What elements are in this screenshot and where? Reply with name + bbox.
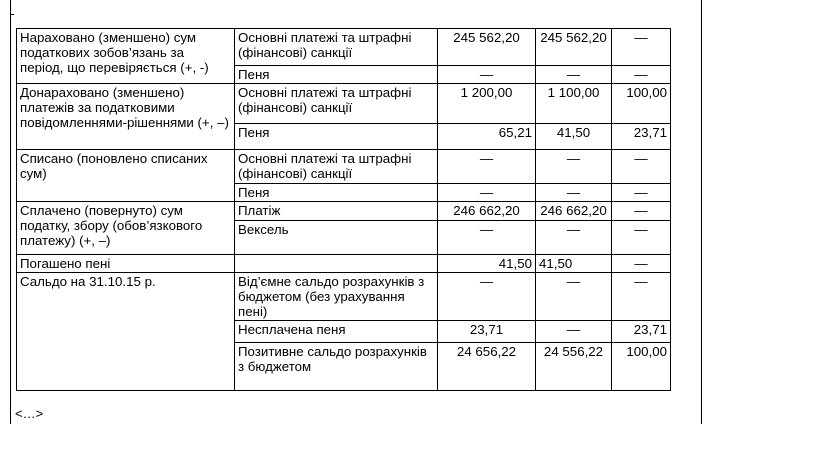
- item-name: Несплачена пеня: [235, 321, 438, 343]
- row-label: Донараховано (зменшено) платежів за податковими повідомленнями-рішеннями (+, –): [17, 84, 235, 150]
- item-name: Основні платежі та штрафні (фінансові) санкції: [235, 84, 438, 124]
- value-col-3: 100,00: [612, 84, 671, 124]
- value-col-1: 1 200,00: [438, 84, 536, 124]
- value-col-3: —: [612, 273, 671, 321]
- value-col-1: 65,21: [438, 124, 536, 150]
- value-col-1: —: [438, 221, 536, 255]
- value-col-3: 100,00: [612, 343, 671, 391]
- value-col-2: —: [536, 150, 612, 184]
- item-name: Платіж: [235, 202, 438, 221]
- table-row: [17, 29, 671, 66]
- value-col-1: 24 656,22: [438, 343, 536, 391]
- page-right-border: [701, 0, 702, 424]
- value-col-3: —: [612, 66, 671, 84]
- value-col-3: 23,71: [612, 321, 671, 343]
- value-col-1: 246 662,20: [438, 202, 536, 221]
- value-col-2: 1 100,00: [536, 84, 612, 124]
- value-col-2: 41,50: [536, 255, 612, 273]
- table-row: [17, 150, 671, 184]
- item-name: Вексель: [235, 221, 438, 255]
- page-top-tick: [10, 14, 14, 15]
- table-row: [17, 273, 671, 321]
- item-name: Основні платежі та штрафні (фінансові) санкції: [235, 150, 438, 184]
- value-col-3: —: [612, 202, 671, 221]
- item-name: Пеня: [235, 184, 438, 202]
- item-name: [235, 255, 438, 273]
- value-col-3: —: [612, 29, 671, 66]
- row-label: Погашено пені: [17, 255, 235, 273]
- value-col-1: 23,71: [438, 321, 536, 343]
- row-label: Сплачено (повернуто) сум податку, збору (обов’язкового платежу) (+, –): [17, 202, 235, 255]
- item-name: Від’ємне сальдо розрахунків з бюджетом (без урахування пені): [235, 273, 438, 321]
- value-col-1: —: [438, 150, 536, 184]
- value-col-3: —: [612, 255, 671, 273]
- tax-settlement-table: [16, 28, 671, 391]
- value-col-2: —: [536, 321, 612, 343]
- value-col-2: 245 562,20: [536, 29, 612, 66]
- value-col-1: —: [438, 184, 536, 202]
- row-label: Нараховано (зменшено) сум податкових зобов’язань за період, що перевіряється (+, -): [17, 29, 235, 84]
- table-row: [17, 202, 671, 221]
- row-label: Сальдо на 31.10.15 р.: [17, 273, 235, 391]
- value-col-3: —: [612, 184, 671, 202]
- value-col-1: 245 562,20: [438, 29, 536, 66]
- omission-marker: <…>: [15, 406, 44, 421]
- table-row: [17, 255, 671, 273]
- row-label: Списано (поновлено списаних сум): [17, 150, 235, 202]
- page-left-border: [10, 0, 11, 424]
- value-col-2: —: [536, 221, 612, 255]
- value-col-1: —: [438, 66, 536, 84]
- item-name: Пеня: [235, 66, 438, 84]
- value-col-3: —: [612, 150, 671, 184]
- value-col-2: 41,50: [536, 124, 612, 150]
- value-col-1: 41,50: [438, 255, 536, 273]
- item-name: Пеня: [235, 124, 438, 150]
- value-col-1: —: [438, 273, 536, 321]
- item-name: Позитивне сальдо розрахунків з бюджетом: [235, 343, 438, 391]
- table-row: [17, 84, 671, 124]
- value-col-3: 23,71: [612, 124, 671, 150]
- value-col-3: —: [612, 221, 671, 255]
- value-col-2: —: [536, 66, 612, 84]
- value-col-2: —: [536, 273, 612, 321]
- item-name: Основні платежі та штрафні (фінансові) санкції: [235, 29, 438, 66]
- value-col-2: 246 662,20: [536, 202, 612, 221]
- value-col-2: 24 556,22: [536, 343, 612, 391]
- value-col-2: —: [536, 184, 612, 202]
